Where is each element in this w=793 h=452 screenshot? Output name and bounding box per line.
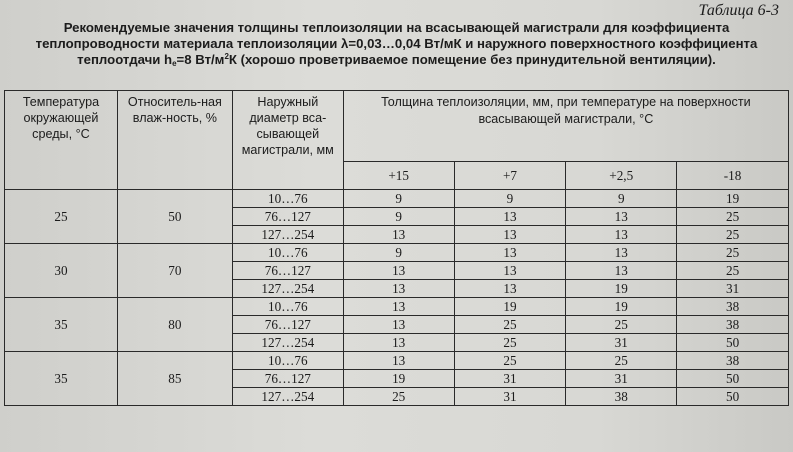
- table-caption: [0, 20, 793, 68]
- cell-thickness: 25: [343, 388, 454, 406]
- cell-thickness: 13: [566, 262, 677, 280]
- cell-diameter: 76…127: [232, 262, 343, 280]
- header-relative-humidity: Относитель-ная влаж-ность, %: [117, 91, 232, 190]
- cell-thickness: 13: [454, 262, 566, 280]
- cell-diameter: 76…127: [232, 316, 343, 334]
- cell-thickness: 19: [677, 190, 789, 208]
- cell-thickness: 9: [343, 208, 454, 226]
- cell-thickness: 13: [343, 226, 454, 244]
- cell-diameter: 10…76: [232, 298, 343, 316]
- cell-thickness: 9: [343, 244, 454, 262]
- cell-thickness: 25: [677, 262, 789, 280]
- cell-thickness: 31: [677, 280, 789, 298]
- cell-thickness: 19: [566, 280, 677, 298]
- caption-line-1: Рекомендуемые значения толщины теплоизоляции на всасывающей магистрали для коэффициента: [63, 20, 730, 35]
- cell-thickness: 13: [566, 244, 677, 262]
- cell-thickness: 13: [343, 298, 454, 316]
- cell-thickness: 19: [454, 298, 566, 316]
- cell-thickness: 13: [343, 334, 454, 352]
- cell-diameter: 10…76: [232, 190, 343, 208]
- cell-thickness: 13: [566, 208, 677, 226]
- table-row: [5, 352, 789, 370]
- table-row: [5, 190, 789, 208]
- header-temp-plus15: +15: [343, 162, 454, 190]
- cell-thickness: 31: [454, 388, 566, 406]
- cell-thickness: 13: [343, 262, 454, 280]
- cell-thickness: 9: [343, 190, 454, 208]
- cell-thickness: 25: [677, 208, 789, 226]
- table-body: [5, 190, 789, 406]
- cell-thickness: 25: [454, 334, 566, 352]
- cell-relative-humidity: 50: [117, 190, 232, 244]
- cell-thickness: 50: [677, 388, 789, 406]
- table-row: [5, 298, 789, 316]
- cell-diameter: 127…254: [232, 280, 343, 298]
- cell-ambient-temperature: 35: [5, 298, 118, 352]
- cell-thickness: 19: [566, 298, 677, 316]
- cell-thickness: 13: [343, 352, 454, 370]
- cell-thickness: 13: [454, 280, 566, 298]
- cell-thickness: 13: [454, 226, 566, 244]
- cell-thickness: 25: [454, 352, 566, 370]
- cell-thickness: 31: [566, 370, 677, 388]
- cell-diameter: 10…76: [232, 244, 343, 262]
- cell-thickness: 38: [566, 388, 677, 406]
- cell-ambient-temperature: 35: [5, 352, 118, 406]
- table-number: Таблица 6-3: [698, 2, 779, 19]
- cell-thickness: 25: [677, 244, 789, 262]
- header-temp-plus2-5: +2,5: [566, 162, 677, 190]
- cell-thickness: 38: [677, 298, 789, 316]
- insulation-thickness-table: [4, 90, 789, 406]
- cell-thickness: 50: [677, 370, 789, 388]
- caption-line-2: теплопроводности материала теплоизоляции λ=0,03…0,04 Вт/мК и наружного поверхностного коэффициента: [35, 36, 758, 51]
- cell-thickness: 50: [677, 334, 789, 352]
- cell-thickness: 38: [677, 316, 789, 334]
- cell-thickness: 25: [454, 316, 566, 334]
- cell-thickness: 13: [566, 226, 677, 244]
- header-outer-diameter: Наружный диаметр вса-сывающей магистрали, мм: [232, 91, 343, 190]
- cell-thickness: 9: [566, 190, 677, 208]
- caption-line-3: теплоотдачи $h_e=8$ $Вт/м^2К$ (хорошо проветриваемое помещение без принудительной вентиляции).: [77, 52, 716, 68]
- cell-relative-humidity: 80: [117, 298, 232, 352]
- cell-diameter: 127…254: [232, 388, 343, 406]
- cell-thickness: 31: [566, 334, 677, 352]
- cell-diameter: 127…254: [232, 226, 343, 244]
- header-insulation-thickness: Толщина теплоизоляции, мм, при температуре на поверхности всасывающей магистрали, °C: [343, 91, 788, 162]
- cell-thickness: 25: [677, 226, 789, 244]
- cell-diameter: 76…127: [232, 208, 343, 226]
- cell-thickness: 9: [454, 190, 566, 208]
- cell-ambient-temperature: 25: [5, 190, 118, 244]
- header-ambient-temperature: Температура окружающей среды, °C: [5, 91, 118, 190]
- cell-thickness: 31: [454, 370, 566, 388]
- cell-relative-humidity: 85: [117, 352, 232, 406]
- header-temp-minus18: -18: [677, 162, 789, 190]
- cell-ambient-temperature: 30: [5, 244, 118, 298]
- cell-thickness: 13: [343, 316, 454, 334]
- cell-thickness: 25: [566, 316, 677, 334]
- cell-diameter: 127…254: [232, 334, 343, 352]
- cell-thickness: 38: [677, 352, 789, 370]
- cell-thickness: 13: [454, 244, 566, 262]
- cell-thickness: 19: [343, 370, 454, 388]
- cell-thickness: 13: [343, 280, 454, 298]
- cell-thickness: 13: [454, 208, 566, 226]
- header-temp-plus7: +7: [454, 162, 566, 190]
- cell-diameter: 10…76: [232, 352, 343, 370]
- cell-diameter: 76…127: [232, 370, 343, 388]
- cell-thickness: 25: [566, 352, 677, 370]
- table-row: [5, 244, 789, 262]
- cell-relative-humidity: 70: [117, 244, 232, 298]
